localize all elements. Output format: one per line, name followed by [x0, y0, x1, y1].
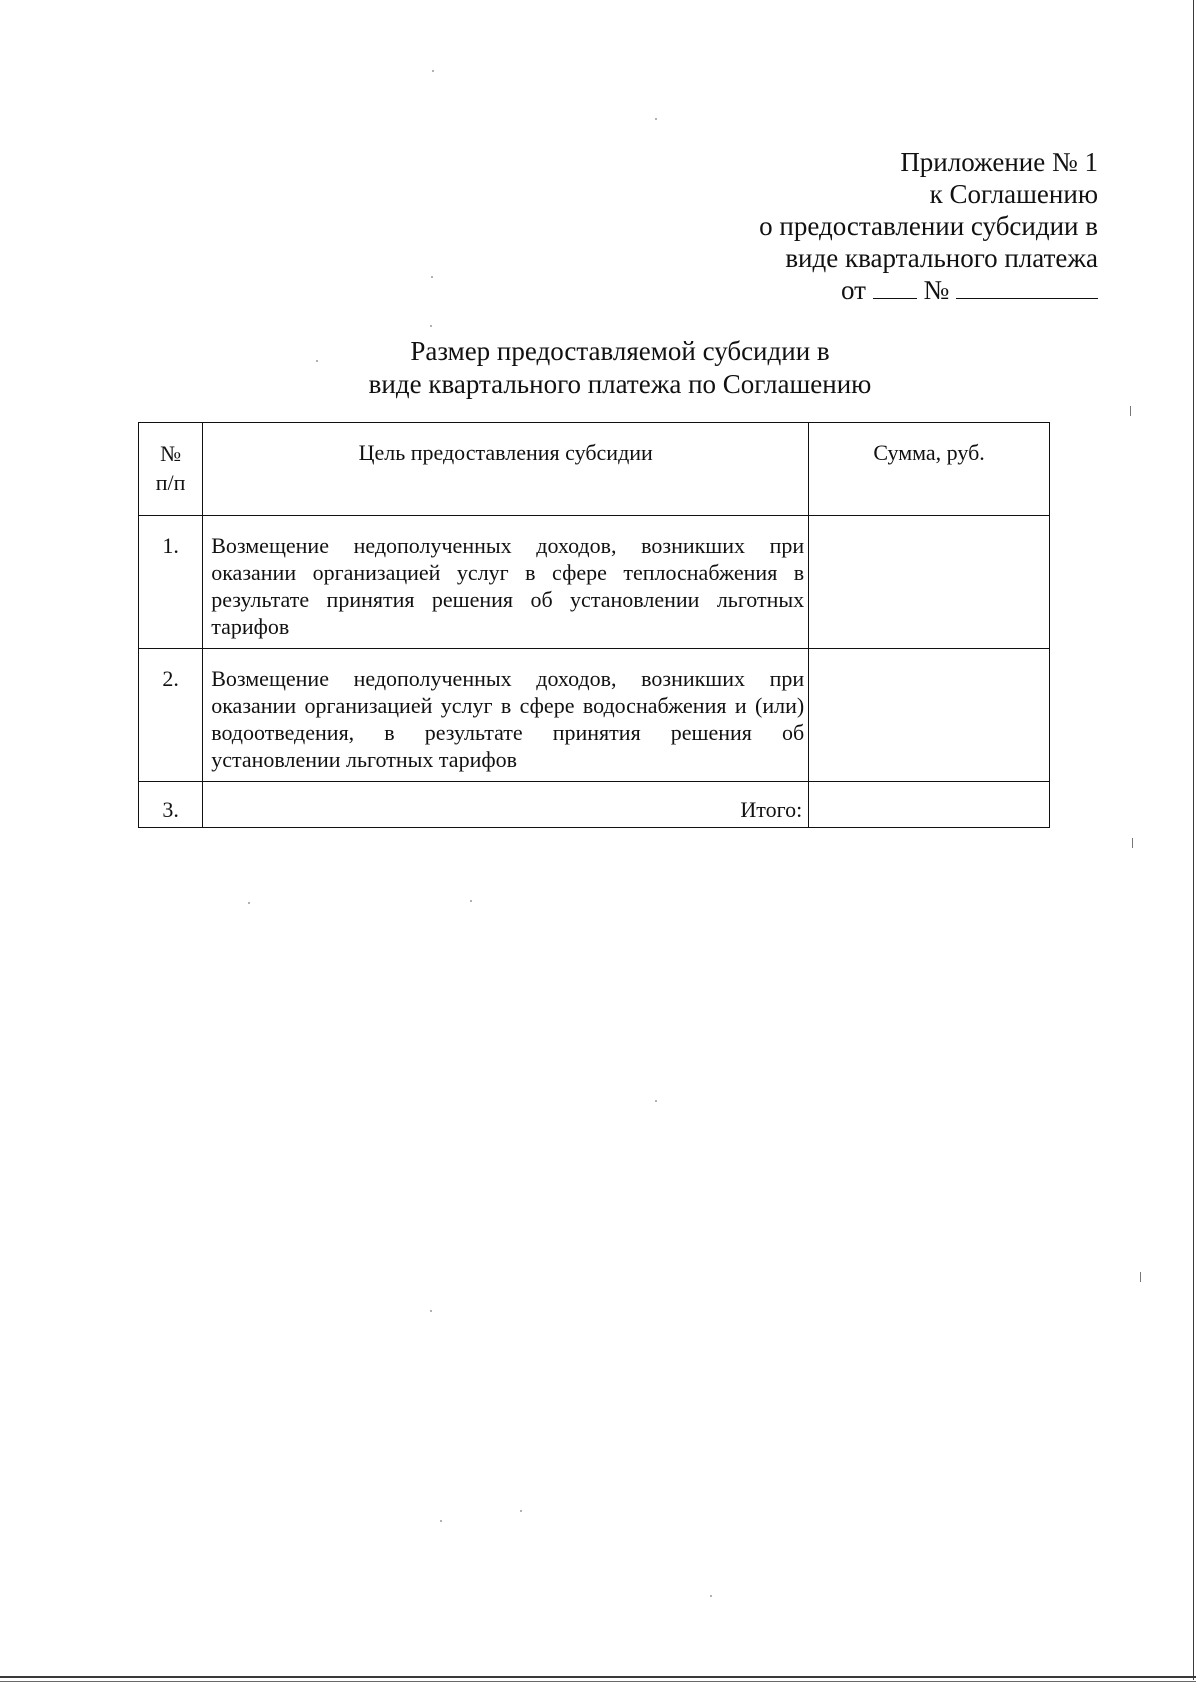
- scan-speck: [470, 900, 472, 902]
- scan-speck: [316, 360, 318, 362]
- scan-speck: [520, 1510, 522, 1512]
- annex-number-sign: №: [923, 275, 950, 305]
- row-sum: [809, 649, 1050, 782]
- header-number-sign: №: [160, 441, 182, 466]
- number-blank: [956, 276, 1098, 299]
- scan-speck: [655, 118, 657, 120]
- page-edge-right: [1193, 0, 1194, 1680]
- title-line-1: Размер предоставляемой субсидии в: [410, 336, 830, 366]
- page-edge-bottom: [0, 1676, 1196, 1678]
- scan-speck: [430, 1310, 432, 1312]
- annex-date-prefix: от: [841, 275, 866, 305]
- scan-speck: [655, 1100, 657, 1102]
- annex-line-1: Приложение № 1: [900, 147, 1098, 177]
- scan-speck: [431, 276, 433, 278]
- scan-speck: [248, 902, 250, 904]
- title-line-2: виде квартального платежа по Соглашению: [368, 369, 872, 399]
- row-sum: [809, 516, 1050, 649]
- scan-mark: [1130, 406, 1131, 416]
- row-number: 2.: [139, 649, 203, 782]
- total-label: Итого:: [203, 782, 809, 828]
- scan-mark: [1140, 1272, 1141, 1282]
- table-row: [139, 516, 1050, 649]
- table-row-total: [139, 782, 1050, 828]
- header-number-abbr: п/п: [155, 470, 186, 495]
- scan-speck: [430, 325, 432, 327]
- annex-line-4: виде квартального платежа: [785, 243, 1098, 273]
- total-sum: [809, 782, 1050, 828]
- header-goal: Цель предоставления субсидии: [203, 423, 809, 516]
- table-header-row: [139, 423, 1050, 516]
- annex-line-2: к Соглашению: [929, 179, 1098, 209]
- annex-heading: [759, 146, 1098, 306]
- header-number: [139, 423, 203, 516]
- row-goal: Возмещение недополученных доходов, возникших при оказании организацией услуг в сфере водоснабжения и (или) водоотведения, в результате принятия решения об установлении льготных тарифов: [203, 649, 809, 782]
- page-edge-bottom-inner: [0, 1681, 1196, 1682]
- date-blank: [873, 276, 917, 299]
- scan-mark: [1132, 838, 1133, 848]
- annex-line-3: о предоставлении субсидии в: [759, 211, 1098, 241]
- document-title: [300, 335, 940, 401]
- table-row: [139, 649, 1050, 782]
- annex-date-number-line: [759, 274, 1098, 306]
- scan-speck: [432, 70, 434, 72]
- header-sum: Сумма, руб.: [809, 423, 1050, 516]
- row-goal: Возмещение недополученных доходов, возникших при оказании организацией услуг в сфере теплоснабжения в результате принятия решения об установлении льготных тарифов: [203, 516, 809, 649]
- scan-speck: [710, 1595, 712, 1597]
- row-number: 3.: [139, 782, 203, 828]
- row-number: 1.: [139, 516, 203, 649]
- subsidy-table: [138, 422, 1050, 828]
- scan-speck: [440, 1520, 442, 1522]
